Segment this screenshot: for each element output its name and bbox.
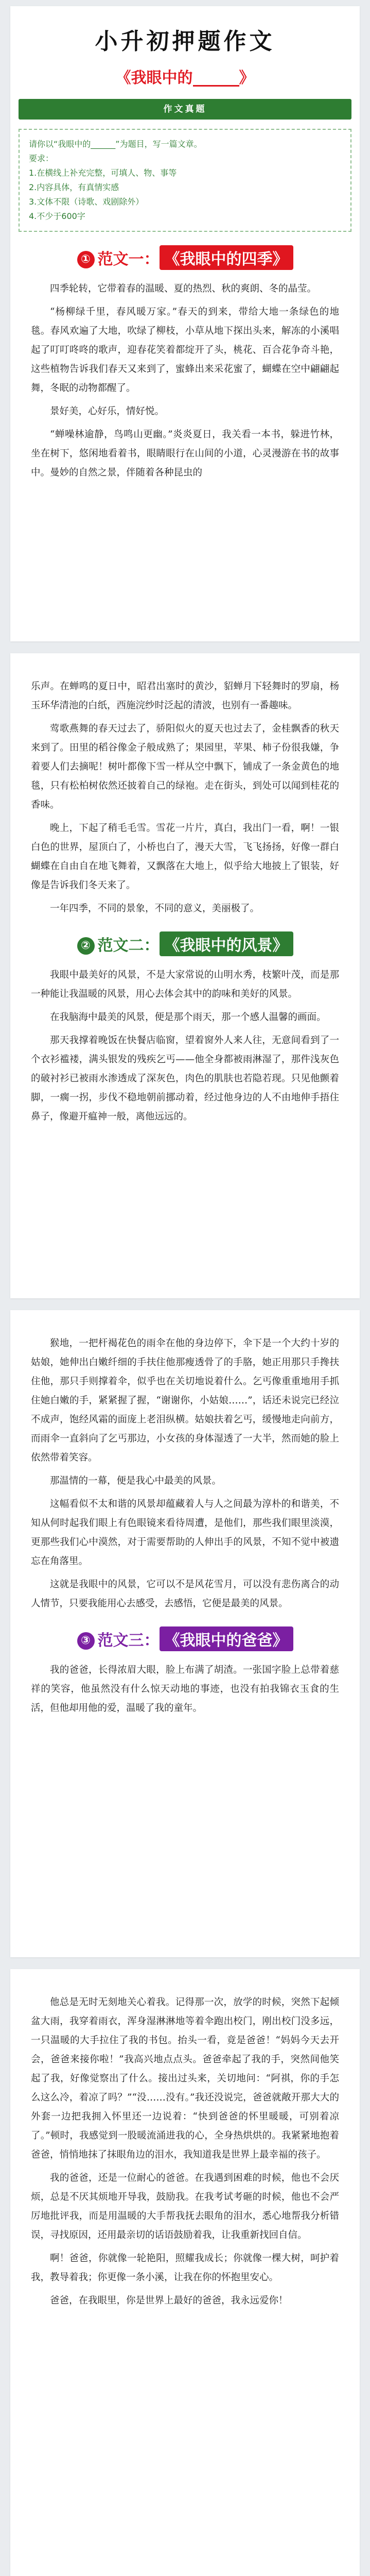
essay2-number: ② (77, 937, 95, 955)
paragraph: 爸爸，在我眼里，你是世界上最好的爸爸，我永远爱你！ (50, 2295, 288, 2306)
topic-title (10, 65, 360, 88)
essay3-heading (31, 1626, 339, 1651)
paragraph: 那天我撑着晚饭在快餐店临窗，望着窗外人来人往，无意间看到了一个衣衫褴褛，满头银发的残疾乞丐——他全身都被雨淋湿了，那件浅灰色的破衬衫已被雨水渗透成了深灰色，肉色的肌肤也若隐若现。只见他颤着脚，一瘸一拐，步伐不稳地朝前挪动着，经过他身边的人不由地伸手捂住鼻子，像避开瘟神一般，离他远远的。 (31, 1035, 339, 1122)
essay1-title: 《我眼中的四季》 (160, 245, 293, 270)
essay2-title: 《我眼中的风景》 (160, 931, 293, 956)
page-3 (10, 1310, 360, 1957)
essay3-number: ③ (77, 1632, 95, 1650)
paragraph: 一年四季，不同的景象，不同的意义，美丽极了。 (50, 903, 260, 914)
page-title: 小升初押题作文 (95, 28, 275, 55)
topic-blank: ____ (193, 72, 239, 87)
essay2-heading (31, 931, 339, 956)
paragraph: 他总是无时无刻地关心着我。记得那一次，放学的时候，突然下起倾盆大雨，我穿着雨衣，浑身湿淋淋地等着伞跑出校门，刚出校门没多远，一只温暖的大手拉住了我的书包。抬头一看，竟是爸爸！“妈妈今天去开会，爸爸来接你啦！”我高兴地点点头。爸爸牵起了我的手，突然间他笑起了我，好像觉察出了什么。接出过头来，关切地问：“阿祺，你的手怎么这么冷，着凉了吗？”“没……没有。”我还没说完，爸爸就敞开那大大的外套一边把我拥入怀里还一边说着：“快到爸爸的怀里暖暖，可别着凉了。”顿时，我感觉到一股暖流涌进我的心，全身热烘烘的。我紧紧地抱着爸爸，悄悄地抹了抹眼角边的泪水，我知道我是世界上最幸福的孩子。 (31, 1997, 339, 2160)
essay1-label: 范文一： (97, 250, 160, 268)
prompt-line: 1.在横线上补充完整，可填人、物、事等 (29, 168, 177, 178)
section-banner: 作文真题 (19, 99, 351, 120)
topic-suffix: 》 (239, 69, 255, 87)
prompt-line: 4.不少于600字 (29, 211, 85, 221)
prompt-line: 2.内容具体，有真情实感 (29, 182, 119, 192)
paragraph: 这幅看似不太和谐的风景却蕴藏着人与人之间最为淳朴的和谐美，不知从何时起我们眼上有色眼镜来看待周遭，是他们，那些我们眼里淡漠，更那些我们心中漠然，对于需要帮助的人伸出手的风景，不知不觉中被遗忘在角落里。 (31, 1499, 339, 1567)
topic-prefix: 《我眼中的 (115, 69, 193, 87)
paragraph: 景好美，心好乐，情好悦。 (50, 406, 165, 417)
paragraph: 我眼中最美好的风景，不是大家常说的山明水秀，枝繁叶茂，而是那一种能让我温暖的风景，用心去体会其中的韵味和美好的风景。 (31, 970, 339, 999)
essay3-label: 范文三： (97, 1632, 160, 1650)
page-2 (10, 653, 360, 1298)
page-4 (10, 1969, 360, 2576)
paragraph: 我的爸爸，还是一位耐心的爸爸。在我遇到困难的时候，他也不会厌烦，总是不厌其烦地开导我，鼓励我。在我考试考砸的时候，他也不会严厉地批评我，而是用温暖的大手帮我抚去眼角的泪水，悉心地帮我分析错误，寻找原因，还用最亲切的话语鼓励着我，让我重新找回自信。 (31, 2173, 339, 2241)
essay1-number: ① (77, 251, 95, 268)
paragraph: 在我脑海中最美的风景，便是那个雨天，那一个感人温馨的画面。 (50, 1012, 326, 1023)
essay3-title: 《我眼中的爸爸》 (160, 1626, 293, 1651)
paragraph: 这就是我眼中的风景，它可以不是风花雪月，可以没有悲伤离合的动人情节，只要我能用心去感受，去感悟，它便是最美的风景。 (31, 1579, 339, 1609)
paragraph: 四季轮转，它带着春的温暖、夏的热烈、秋的爽朗、冬的晶莹。 (50, 283, 317, 294)
paragraph: 我的爸爸，长得浓眉大眼，脸上布满了胡渣。一张国字脸上总带着慈祥的笑容，他虽然没有什么惊天动地的事迹，也没有拍我锦衣玉食的生活，但他却用他的爱，温暖了我的童年。 (31, 1665, 339, 1714)
paragraph: “蝉噪林逾静，鸟鸣山更幽。”炎炎夏日，我关看一本书，躲进竹林，坐在树下，悠闲地看着书，眼睛眼行在山间的小道，心灵漫游在书的故事中。曼妙的自然之景，伴随着各种昆虫的 (31, 429, 339, 478)
page-1 (10, 6, 360, 641)
prompt-line: 3.文体不限（诗歌、戏剧除外） (29, 197, 144, 207)
essay2-label: 范文二： (97, 937, 160, 955)
paragraph: 猴地，一把杆褐花色的雨伞在他的身边停下，伞下是一个大约十岁的姑娘，她伸出白嫩纤细的手扶住他那瘦透骨了的手胳，她正用那只手搀扶住他，那只手则撑着伞，似乎也在关切地说着什么。乞丐像重重地用手抓住她白嫩的手，紧紧握了握，“谢谢你，小姑娘……”，话还未说完已经泣不成声，饱经风霜的面庞上老泪纵横。姑娘扶着乞丐，缓慢地走向前方，而雨伞一直斜向了乞丐那边，小女孩的身体湿透了一大半，然而她的脸上依然带着笑容。 (31, 1338, 339, 1463)
paragraph: 乐声。在蝉鸣的夏日中，昭君出塞时的黄沙，貂蝉月下轻舞时的罗扇，杨玉环华清池的白纸，西施浣纱时泛起的清波，也别有一番趣味。 (31, 681, 339, 711)
essay1-heading (31, 245, 339, 270)
prompt-line: 请你以“我眼中的______”为题目，写一篇文章。 (29, 139, 202, 149)
prompt-line: 要求： (29, 154, 54, 163)
paragraph: 那温情的一幕，便是我心中最美的风景。 (50, 1476, 222, 1486)
paragraph: 啊！爸爸，你就像一轮艳阳，照耀我成长；你就像一棵大树，呵护着我，教导着我；你更像一条小溪，让我在你的怀抱里安心。 (31, 2253, 339, 2283)
paragraph: 晚上，下起了稍毛毛雪。雪花一片片，真白，我出门一看，啊！一银白色的世界，屋顶白了，小桥也白了，漫天大雪，飞飞扬扬，好像一群白蝴蝶在自由自在地飞舞着，又飘落在大地上，似乎给大地披上了银装，好像是告诉我们冬天来了。 (31, 823, 339, 891)
paragraph: 莺歌燕舞的春天过去了，骄阳似火的夏天也过去了，金桂飘香的秋天来到了。田里的稻谷像金子般成熟了；果园里，苹果、柿子份很我嫌，争着要人们去摘呢！树叶都像下雪一样从空中飘下，铺成了一条金黄色的地毯，只有松柏树依然还披着自己的绿袍。走在街头，到处可以闻到桂花的香味。 (31, 723, 339, 810)
prompt-box (19, 129, 351, 232)
paragraph: “杨柳绿千里，春风暖万家。”春天的到来，带给大地一条绿色的地毯。春风欢遍了大地，吹绿了柳枝，小草从地下探出头来，解冻的小溪唱起了叮叮咚咚的歌声，迎春花笑着都绽开了头，桃花、百合花争奇斗艳，这些植物告诉我们春天又来到了，蜜蜂出来采花蜜了，蝴蝶在空中翩翩起舞，冬眠的动物都醒了。 (31, 307, 339, 394)
